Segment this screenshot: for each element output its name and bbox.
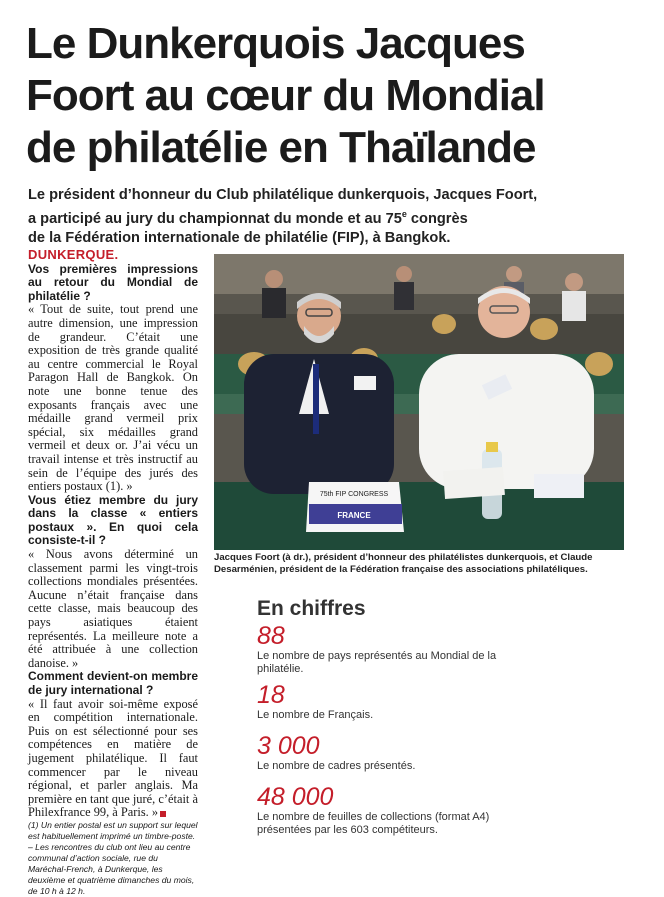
question-3: Comment devient-on membre de jury international ?: [28, 669, 198, 697]
stat-number: 48 000: [257, 783, 334, 811]
interview-column: [28, 248, 198, 897]
question-1: Vos premières impressions au retour du Mondial de philatélie ?: [28, 261, 198, 303]
answer-1: « Tout de suite, tout prend une autre dimension, une impression de grandeur. C’était une exposition de très grande qualité au centre commercial le Royal Paragon Hall de Bangkok. On note une bonne tenue des exposants français avec une médaille grand vermeil prix spécial, six médailles grand vermeil et deux or. J’ai vécu un travail intense et très instructif au sein de l’équipe des jurés des entiers postaux (1). »: [28, 302, 198, 494]
dateline: DUNKERQUE.: [28, 247, 119, 262]
stat-description: Le nombre de feuilles de collections (format A4) présentées par les 603 compétiteurs.: [257, 811, 490, 836]
end-of-article-mark: [160, 811, 166, 817]
question-2: Vous étiez membre du jury dans la classe « entiers postaux ». En quoi cela consiste-t-il ?: [28, 492, 198, 548]
stats-title: En chiffres: [257, 597, 366, 620]
photo-illustration: [214, 254, 624, 550]
stat-item: [257, 622, 517, 675]
stat-number: 88: [257, 622, 285, 650]
stat-item: [257, 732, 517, 773]
stat-item: [257, 681, 517, 722]
stat-number: 18: [257, 681, 285, 709]
headline: [26, 18, 646, 174]
lead-paragraph: [28, 186, 628, 248]
lead-line: a participé au jury du championnat du monde et au 75: [28, 210, 402, 227]
answer-3: « Il faut avoir soi-même exposé en compétition internationale. Puis on est sélectionné pour ses compétences en matière de jugement philatélique. Il faut commencer par le niveau régional, et parler anglais. Ma première en tant que juré, c’était à Philexfrance 99, à Paris. »: [28, 696, 198, 820]
lead-superscript: e: [401, 209, 407, 219]
stat-number: 3 000: [257, 732, 320, 760]
lead-line: congrès: [406, 210, 468, 227]
placard-banner-text: 75th FIP CONGRESS: [319, 491, 389, 498]
stat-description: Le nombre de cadres présentés.: [257, 760, 416, 772]
headline-line: de philatélie en Thaïlande: [26, 123, 536, 172]
article-photo: [214, 254, 624, 550]
headline-line: Le Dunkerquois Jacques: [26, 19, 525, 68]
placard-country-text: FRANCE: [337, 511, 371, 520]
headline-line: Foort au cœur du Mondial: [26, 71, 545, 120]
lead-line: Le président d’honneur du Club philatélique dunkerquois, Jacques Foort,: [28, 187, 538, 203]
cropped-next-headline: [0, 840, 664, 853]
lead-line: de la Fédération internationale de philatélie (FIP), à Bangkok.: [28, 229, 451, 246]
footnote-entier-postal: (1) Un entier postal est un support sur lequel est habituellement imprimé un timbre-poste.: [28, 819, 198, 841]
stat-item: [257, 783, 517, 836]
stat-description: Le nombre de Français.: [257, 709, 374, 721]
answer-3-wrapper: [28, 698, 198, 820]
footnote-club-meetings: – Les rencontres du club ont lieu au centre communal d’action sociale, rue du Maréchal-French, à Dunkerque, les deuxième et quatrième dimanches du mois, de 10 h à 12 h.: [28, 841, 195, 896]
answer-2: « Nous avons déterminé un classement parmi les vingt-trois collections mondiales présentées. Aucune n’était française dans cette classe, mais beaucoup des pays asiatiques étaient représentés. La meilleure note a été attribuée à une collection danoise. »: [28, 547, 198, 670]
stat-description: Le nombre de pays représentés au Mondial de la philatélie.: [257, 650, 497, 675]
photo-caption: Jacques Foort (à dr.), président d’honneur des philatélistes dunkerquois, et Claude Desarménien, président de la Fédération française des associations philatéliques.: [214, 552, 593, 575]
